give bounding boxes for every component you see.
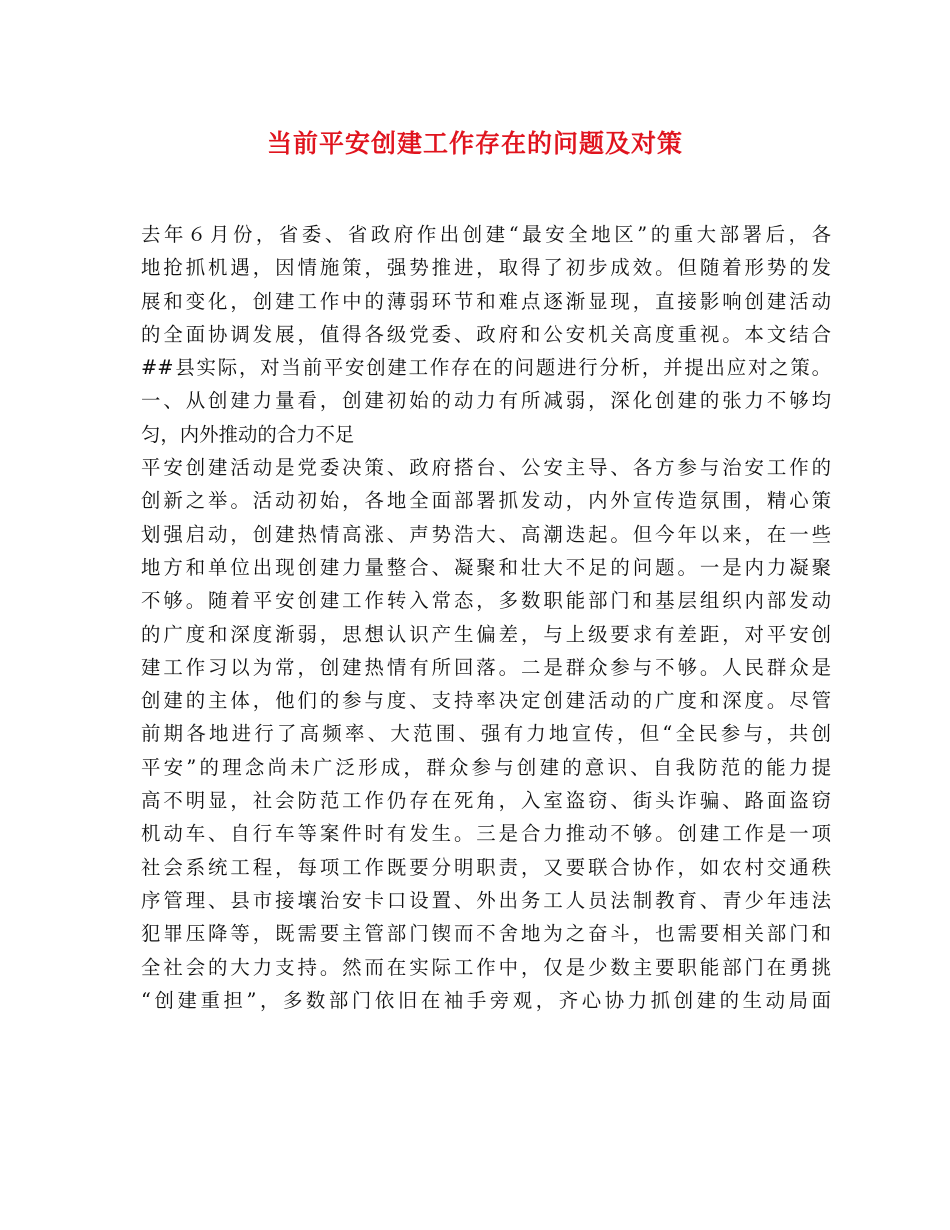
text-line: 前期各地进行了高频率、大范围、强有力地宣传，但“全民参与，共创 bbox=[141, 722, 831, 746]
text-line: 犯罪压降等，既需要主管部门锲而不舍地为之奋斗，也需要相关部门和 bbox=[141, 922, 831, 946]
text-line: ##县实际，对当前平安创建工作存在的问题进行分析，并提出应对之策。 bbox=[141, 356, 831, 380]
text-line: 展和变化，创建工作中的薄弱环节和难点逐渐显现，直接影响创建活动 bbox=[141, 289, 831, 313]
text-line: 社会系统工程，每项工作既要分明职责，又要联合协作，如农村交通秩 bbox=[141, 855, 831, 879]
section-heading-line: 一、从创建力量看，创建初始的动力有所减弱，深化创建的张力不够均 bbox=[141, 389, 831, 413]
text-line: 不够。随着平安创建工作转入常态，多数职能部门和基层组织内部发动 bbox=[141, 589, 831, 613]
text-line: 的广度和深度渐弱，思想认识产生偏差，与上级要求有差距，对平安创 bbox=[141, 622, 831, 646]
text-line: 创新之举。活动初始，各地全面部署抓发动，内外宣传造氛围，精心策 bbox=[141, 489, 831, 513]
text-line: 地抢抓机遇，因情施策，强势推进，取得了初步成效。但随着形势的发 bbox=[141, 256, 831, 280]
document-body bbox=[141, 218, 831, 1017]
text-line: 全社会的大力支持。然而在实际工作中，仅是少数主要职能部门在勇挑 bbox=[141, 955, 831, 979]
text-line: 高不明显，社会防范工作仍存在死角，入室盗窃、街头诈骗、路面盗窃 bbox=[141, 789, 831, 813]
text-line: 机动车、自行车等案件时有发生。三是合力推动不够。创建工作是一项 bbox=[141, 822, 831, 846]
text-line: 平安”的理念尚未广泛形成，群众参与创建的意识、自我防范的能力提 bbox=[141, 755, 831, 779]
text-line: 的全面协调发展，值得各级党委、政府和公安机关高度重视。本文结合 bbox=[141, 322, 831, 346]
text-line: 去年６月份，省委、省政府作出创建“最安全地区”的重大部署后，各 bbox=[141, 223, 831, 246]
text-line: “创建重担”，多数部门依旧在袖手旁观，齐心协力抓创建的生动局面 bbox=[141, 988, 831, 1012]
text-line: 划强启动，创建热情高涨、声势浩大、高潮迭起。但今年以来，在一些 bbox=[141, 522, 831, 546]
text-line: 建工作习以为常，创建热情有所回落。二是群众参与不够。人民群众是 bbox=[141, 655, 831, 679]
document-title: 当前平安创建工作存在的问题及对策 bbox=[266, 129, 683, 158]
text-line: 平安创建活动是党委决策、政府搭台、公安主导、各方参与治安工作的 bbox=[141, 456, 831, 480]
text-line: 地方和单位出现创建力量整合、凝聚和壮大不足的问题。一是内力凝聚 bbox=[141, 555, 831, 579]
text-line: 序管理、县市接壤治安卡口设置、外出务工人员法制教育、青少年违法 bbox=[141, 888, 831, 912]
text-line: 创建的主体，他们的参与度、支持率决定创建活动的广度和深度。尽管 bbox=[141, 689, 831, 713]
section-heading-line: 匀，内外推动的合力不足 bbox=[141, 422, 355, 446]
